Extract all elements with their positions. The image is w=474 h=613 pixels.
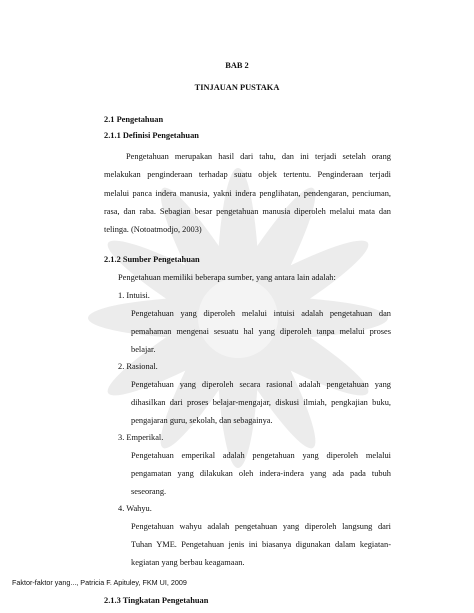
paragraph-line: rasa, dan raba. Sebagian besar pengetahuan manusia diperoleh melalui mata dan [104, 207, 391, 216]
paragraph-line: Pengetahuan merupakan hasil dari tahu, dan ini terjadi setelah orang [126, 152, 391, 161]
list-item-line: belajar. [131, 345, 156, 354]
chapter-number: BAB 2 [225, 61, 249, 70]
list-item-line: Pengetahuan yang diperoleh secara rasional adalah pengetahuan yang [131, 380, 391, 389]
list-item-line: pengamatan yang dilakukan oleh indera-indera yang ada pada tubuh [131, 469, 391, 478]
list-item-line: pemahaman mengenai sesuatu hal yang diperoleh tanpa melalui proses [131, 327, 391, 336]
list-item-line: seseorang. [131, 487, 167, 496]
paragraph-line: melalui panca indera manusia, yakni indera penglihatan, pendengaran, penciuman, [104, 189, 391, 198]
page-footer: Faktor-faktor yang..., Patricia F. Apituley, FKM UI, 2009 [12, 578, 187, 587]
list-item-line: pengajaran guru, sekolah, dan sebagainya. [131, 416, 273, 425]
list-item-heading: 4. Wahyu. [118, 504, 152, 513]
list-item-line: kegiatan yang berbau keagamaan. [131, 558, 245, 567]
list-intro: Pengetahuan memiliki beberapa sumber, yang antara lain adalah: [118, 273, 336, 282]
subsection-heading: 2.1.2 Sumber Pengetahuan [104, 255, 200, 264]
list-item-line: Tuhan YME. Pengetahuan jenis ini biasanya digunakan dalam kegiatan- [131, 540, 391, 549]
paragraph-line: telinga. (Notoatmodjo, 2003) [104, 225, 202, 234]
list-item-line: dihasilkan dari proses belajar-mengajar, diskusi ilmiah, pengkajian buku, [131, 398, 391, 407]
list-item-line: Pengetahuan yang diperoleh melalui intuisi adalah pengetahuan dan [131, 309, 391, 318]
list-item-heading: 3. Emperikal. [118, 433, 164, 442]
paragraph-line: melakukan penginderaan terhadap suatu objek tertentu. Penginderaan terjadi [104, 170, 391, 179]
subsection-heading: 2.1.1 Definisi Pengetahuan [104, 131, 199, 140]
list-item-line: Pengetahuan wahyu adalah pengetahuan yang diperoleh langsung dari [131, 522, 391, 531]
list-item-heading: 2. Rasional. [118, 362, 158, 371]
section-heading: 2.1 Pengetahuan [104, 115, 164, 124]
list-item-heading: 1. Intuisi. [118, 291, 150, 300]
list-item-line: Pengetahuan emperikal adalah pengetahuan yang diperoleh melalui [131, 451, 391, 460]
chapter-title: TINJAUAN PUSTAKA [194, 83, 280, 92]
subsection-heading: 2.1.3 Tingkatan Pengetahuan [104, 596, 209, 605]
